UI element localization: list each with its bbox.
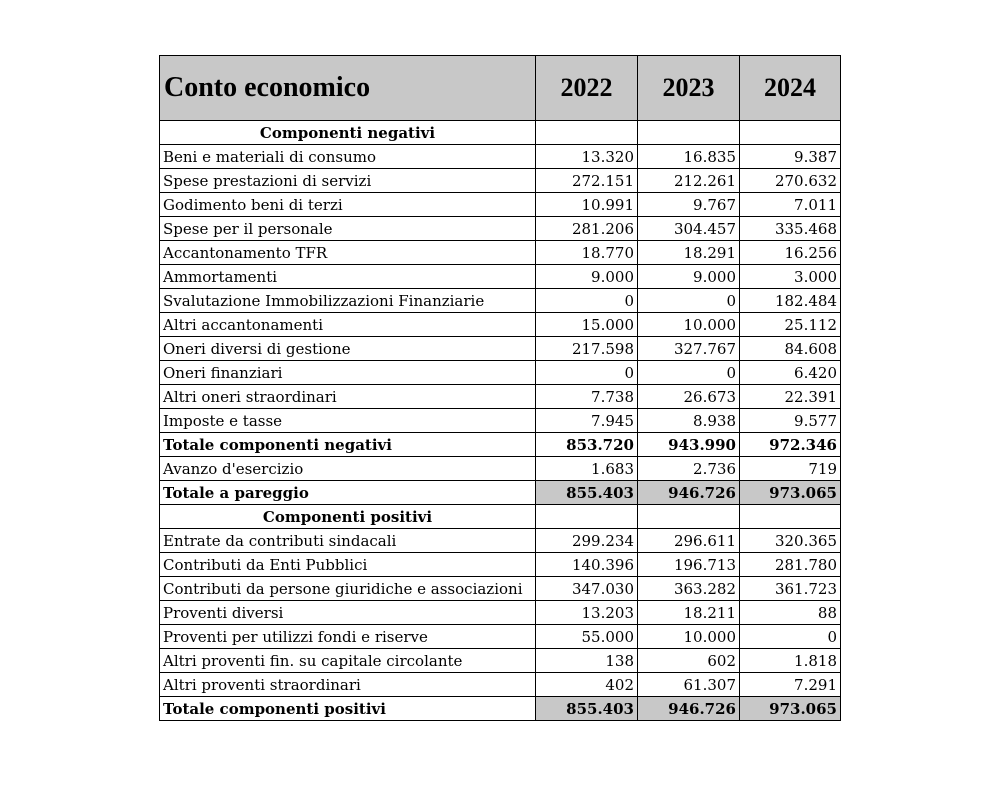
value-cell-2022 bbox=[536, 505, 638, 529]
value-cell-2022: 0 bbox=[536, 289, 638, 313]
value-cell-2023: 212.261 bbox=[638, 169, 740, 193]
value-cell-2024: 9.387 bbox=[740, 145, 841, 169]
row-label: Altri accantonamenti bbox=[160, 313, 536, 337]
income-statement-table bbox=[159, 55, 841, 721]
table-row bbox=[160, 457, 841, 481]
value-cell-2022: 13.320 bbox=[536, 145, 638, 169]
row-label: Avanzo d'esercizio bbox=[160, 457, 536, 481]
value-cell-2022: 299.234 bbox=[536, 529, 638, 553]
value-cell-2024: 320.365 bbox=[740, 529, 841, 553]
table-row bbox=[160, 313, 841, 337]
row-label: Contributi da persone giuridiche e associazioni bbox=[160, 577, 536, 601]
value-cell-2024 bbox=[740, 505, 841, 529]
value-cell-2022: 7.738 bbox=[536, 385, 638, 409]
table-row bbox=[160, 145, 841, 169]
value-cell-2023: 304.457 bbox=[638, 217, 740, 241]
row-label: Beni e materiali di consumo bbox=[160, 145, 536, 169]
value-cell-2022: 0 bbox=[536, 361, 638, 385]
table-title: Conto economico bbox=[160, 56, 536, 121]
value-cell-2023: 16.835 bbox=[638, 145, 740, 169]
table-row bbox=[160, 649, 841, 673]
value-cell-2023: 2.736 bbox=[638, 457, 740, 481]
value-cell-2022: 1.683 bbox=[536, 457, 638, 481]
year-header-2023: 2023 bbox=[638, 56, 740, 121]
value-cell-2024: 973.065 bbox=[740, 481, 841, 505]
value-cell-2023: 9.767 bbox=[638, 193, 740, 217]
value-cell-2023: 8.938 bbox=[638, 409, 740, 433]
value-cell-2023: 296.611 bbox=[638, 529, 740, 553]
value-cell-2024: 88 bbox=[740, 601, 841, 625]
header-row bbox=[160, 56, 841, 121]
value-cell-2023: 10.000 bbox=[638, 313, 740, 337]
value-cell-2024: 3.000 bbox=[740, 265, 841, 289]
year-header-2022: 2022 bbox=[536, 56, 638, 121]
value-cell-2022: 855.403 bbox=[536, 697, 638, 721]
value-cell-2023: 10.000 bbox=[638, 625, 740, 649]
value-cell-2024: 22.391 bbox=[740, 385, 841, 409]
table-row bbox=[160, 577, 841, 601]
table-row bbox=[160, 265, 841, 289]
value-cell-2023: 9.000 bbox=[638, 265, 740, 289]
row-label: Totale componenti positivi bbox=[160, 697, 536, 721]
table-row bbox=[160, 529, 841, 553]
value-cell-2024: 9.577 bbox=[740, 409, 841, 433]
value-cell-2023: 946.726 bbox=[638, 697, 740, 721]
value-cell-2022: 13.203 bbox=[536, 601, 638, 625]
table-row bbox=[160, 241, 841, 265]
value-cell-2024: 361.723 bbox=[740, 577, 841, 601]
row-label: Altri proventi fin. su capitale circolante bbox=[160, 649, 536, 673]
row-label: Proventi diversi bbox=[160, 601, 536, 625]
row-label: Svalutazione Immobilizzazioni Finanziarie bbox=[160, 289, 536, 313]
row-label: Totale a pareggio bbox=[160, 481, 536, 505]
value-cell-2024: 16.256 bbox=[740, 241, 841, 265]
value-cell-2024: 335.468 bbox=[740, 217, 841, 241]
table-row bbox=[160, 217, 841, 241]
value-cell-2023: 26.673 bbox=[638, 385, 740, 409]
year-header-2024: 2024 bbox=[740, 56, 841, 121]
row-label: Altri oneri straordinari bbox=[160, 385, 536, 409]
value-cell-2023: 18.211 bbox=[638, 601, 740, 625]
value-cell-2023: 363.282 bbox=[638, 577, 740, 601]
table-row bbox=[160, 193, 841, 217]
value-cell-2022: 217.598 bbox=[536, 337, 638, 361]
total-row bbox=[160, 697, 841, 721]
section-header-row bbox=[160, 505, 841, 529]
row-label: Altri proventi straordinari bbox=[160, 673, 536, 697]
row-label: Proventi per utilizzi fondi e riserve bbox=[160, 625, 536, 649]
value-cell-2024: 270.632 bbox=[740, 169, 841, 193]
value-cell-2022: 138 bbox=[536, 649, 638, 673]
table-row bbox=[160, 625, 841, 649]
row-label: Contributi da Enti Pubblici bbox=[160, 553, 536, 577]
value-cell-2022: 347.030 bbox=[536, 577, 638, 601]
value-cell-2024: 7.011 bbox=[740, 193, 841, 217]
table-row bbox=[160, 361, 841, 385]
value-cell-2022: 281.206 bbox=[536, 217, 638, 241]
row-label: Spese per il personale bbox=[160, 217, 536, 241]
row-label: Godimento beni di terzi bbox=[160, 193, 536, 217]
table-row bbox=[160, 289, 841, 313]
value-cell-2022: 7.945 bbox=[536, 409, 638, 433]
value-cell-2023: 327.767 bbox=[638, 337, 740, 361]
value-cell-2023: 0 bbox=[638, 289, 740, 313]
value-cell-2022: 15.000 bbox=[536, 313, 638, 337]
row-label: Totale componenti negativi bbox=[160, 433, 536, 457]
value-cell-2024: 6.420 bbox=[740, 361, 841, 385]
row-label: Entrate da contributi sindacali bbox=[160, 529, 536, 553]
row-label: Componenti positivi bbox=[160, 505, 536, 529]
table-row bbox=[160, 409, 841, 433]
row-label: Imposte e tasse bbox=[160, 409, 536, 433]
value-cell-2024: 7.291 bbox=[740, 673, 841, 697]
value-cell-2023: 18.291 bbox=[638, 241, 740, 265]
total-row bbox=[160, 481, 841, 505]
row-label: Oneri finanziari bbox=[160, 361, 536, 385]
row-label: Accantonamento TFR bbox=[160, 241, 536, 265]
value-cell-2024: 972.346 bbox=[740, 433, 841, 457]
table-header bbox=[160, 56, 841, 121]
value-cell-2022: 853.720 bbox=[536, 433, 638, 457]
value-cell-2022: 9.000 bbox=[536, 265, 638, 289]
value-cell-2022: 55.000 bbox=[536, 625, 638, 649]
value-cell-2022: 272.151 bbox=[536, 169, 638, 193]
table-row bbox=[160, 553, 841, 577]
value-cell-2022: 402 bbox=[536, 673, 638, 697]
row-label: Spese prestazioni di servizi bbox=[160, 169, 536, 193]
table-row bbox=[160, 673, 841, 697]
table-row bbox=[160, 337, 841, 361]
table-row bbox=[160, 169, 841, 193]
table-row bbox=[160, 601, 841, 625]
value-cell-2023: 196.713 bbox=[638, 553, 740, 577]
value-cell-2022: 10.991 bbox=[536, 193, 638, 217]
table-row bbox=[160, 385, 841, 409]
value-cell-2024: 281.780 bbox=[740, 553, 841, 577]
value-cell-2024: 0 bbox=[740, 625, 841, 649]
row-label: Oneri diversi di gestione bbox=[160, 337, 536, 361]
value-cell-2022: 18.770 bbox=[536, 241, 638, 265]
value-cell-2023: 946.726 bbox=[638, 481, 740, 505]
value-cell-2023: 602 bbox=[638, 649, 740, 673]
value-cell-2024: 84.608 bbox=[740, 337, 841, 361]
value-cell-2023 bbox=[638, 505, 740, 529]
value-cell-2023: 0 bbox=[638, 361, 740, 385]
value-cell-2024 bbox=[740, 121, 841, 145]
row-label: Componenti negativi bbox=[160, 121, 536, 145]
value-cell-2022: 140.396 bbox=[536, 553, 638, 577]
value-cell-2024: 1.818 bbox=[740, 649, 841, 673]
section-header-row bbox=[160, 121, 841, 145]
total-row bbox=[160, 433, 841, 457]
value-cell-2022: 855.403 bbox=[536, 481, 638, 505]
value-cell-2023 bbox=[638, 121, 740, 145]
value-cell-2024: 182.484 bbox=[740, 289, 841, 313]
row-label: Ammortamenti bbox=[160, 265, 536, 289]
value-cell-2024: 719 bbox=[740, 457, 841, 481]
value-cell-2024: 973.065 bbox=[740, 697, 841, 721]
value-cell-2022 bbox=[536, 121, 638, 145]
value-cell-2023: 61.307 bbox=[638, 673, 740, 697]
value-cell-2023: 943.990 bbox=[638, 433, 740, 457]
value-cell-2024: 25.112 bbox=[740, 313, 841, 337]
table-body bbox=[160, 121, 841, 721]
